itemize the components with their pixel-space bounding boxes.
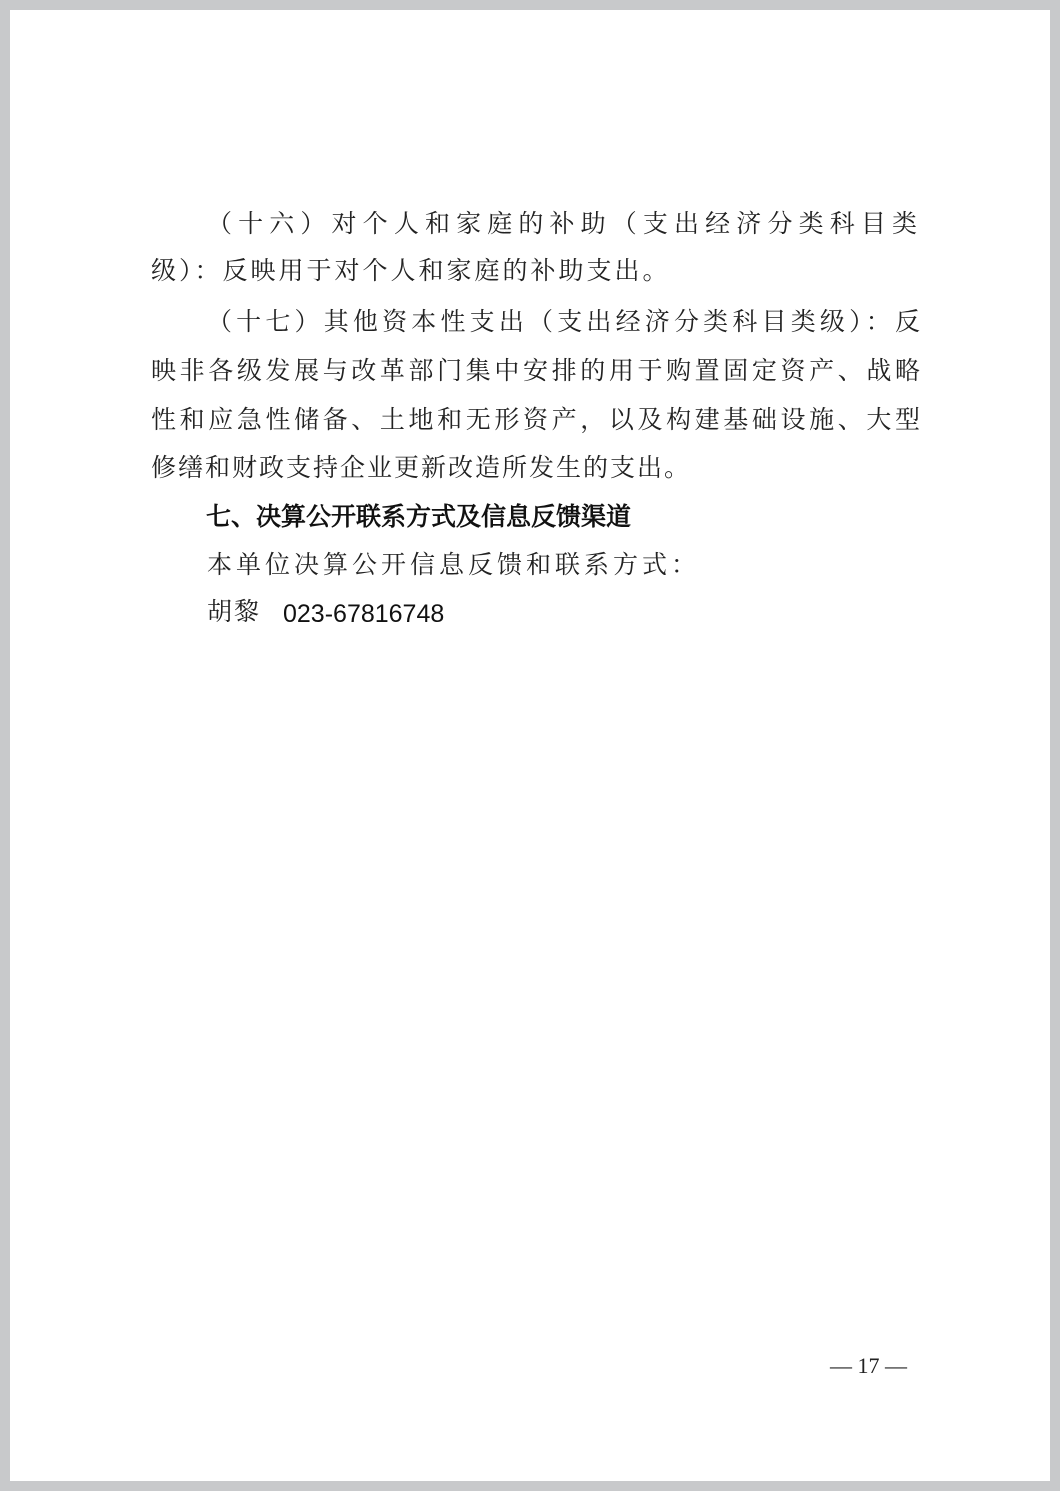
paragraph-16-line-1: （十六）对个人和家庭的补助（支出经济分类科目类 [207, 209, 921, 238]
contact-phone: 023-67816748 [283, 600, 445, 628]
contact-name: 胡黎 [207, 597, 262, 626]
page-number: — 17 — [830, 1353, 907, 1378]
paragraph-17-line-4: 修缮和财政支持企业更新改造所发生的支出。 [151, 453, 692, 482]
document-page [10, 10, 1050, 1481]
paragraph-16-line-2: 级）：反映用于对个人和家庭的补助支出。 [151, 256, 671, 285]
contact-intro: 本单位决算公开信息反馈和联系方式： [207, 550, 701, 579]
paragraph-17-line-1: （十七）其他资本性支出（支出经济分类科目类级）：反 [207, 307, 921, 336]
paragraph-17-line-2: 映非各级发展与改革部门集中安排的用于购置固定资产、战略 [151, 356, 921, 385]
paragraph-17-line-3: 性和应急性储备、土地和无形资产，以及构建基础设施、大型 [151, 405, 921, 434]
section-7-heading: 七、决算公开联系方式及信息反馈渠道 [206, 502, 632, 531]
